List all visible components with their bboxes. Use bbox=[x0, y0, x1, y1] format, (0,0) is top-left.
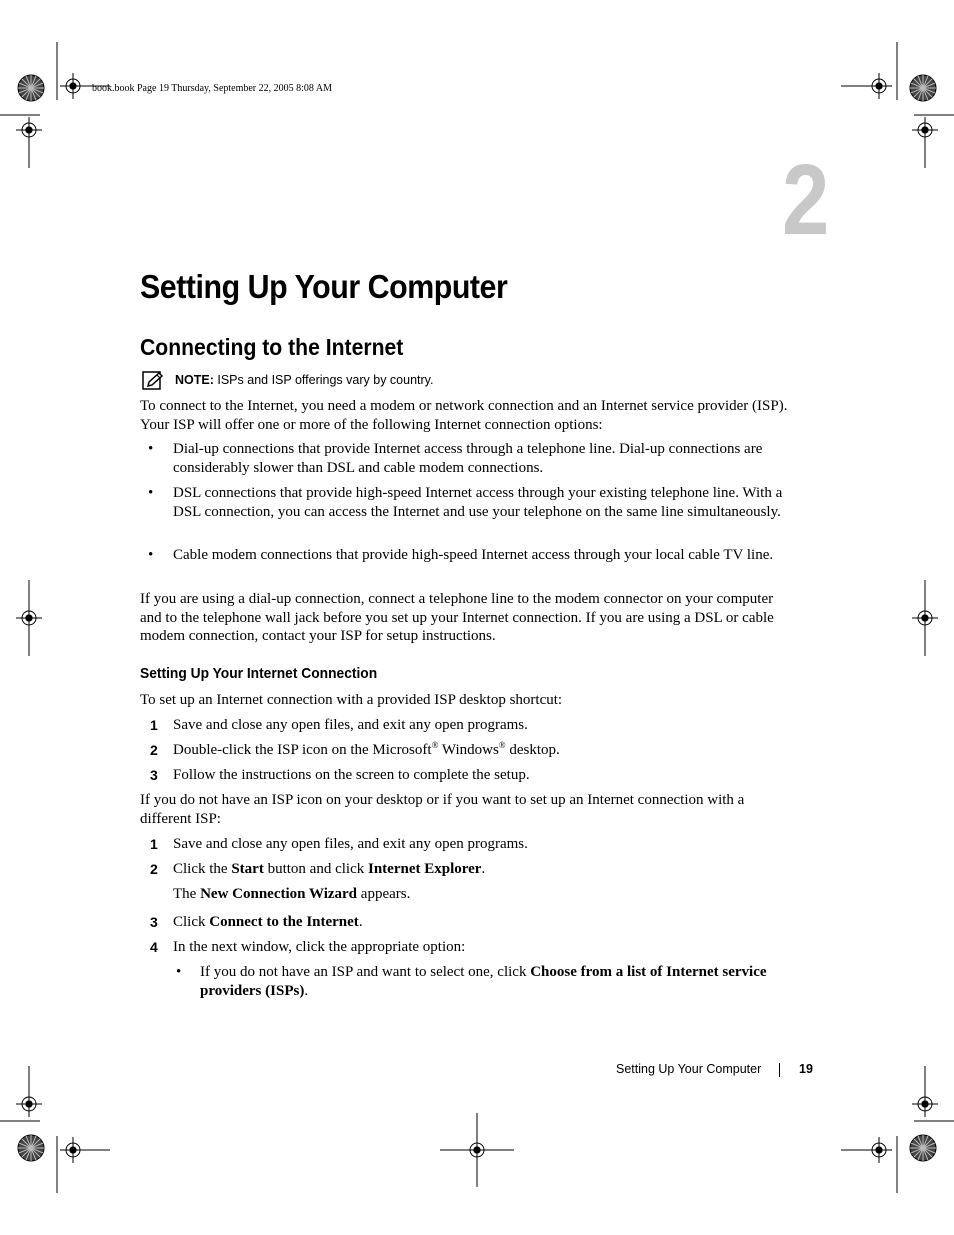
dialup-paragraph: If you are using a dial-up connection, connect a telephone line to the modem connector on your computer and to the telephone wall jack before you set up your Internet connection. If you are using a DSL or cable modem connection, contact your ISP for setup instructions. bbox=[140, 591, 774, 644]
option-text-part: If you do not have an ISP and want to select one, click bbox=[200, 964, 531, 980]
step-text bbox=[173, 741, 788, 760]
step-text: Follow the instructions on the screen to complete the setup. bbox=[173, 767, 530, 783]
note-label: NOTE: bbox=[175, 373, 214, 387]
bullet-symbol: • bbox=[148, 441, 154, 457]
step-text-part: . bbox=[358, 914, 363, 930]
footer-chapter-label: Setting Up Your Computer bbox=[616, 1062, 762, 1076]
ui-term-connect-to-internet: Connect to the Internet bbox=[209, 914, 359, 930]
step-text-part: . bbox=[481, 861, 486, 877]
step-number: 3 bbox=[150, 914, 158, 930]
file-header: book.book Page 19 Thursday, September 22, 2005 8:08 AM bbox=[92, 83, 332, 94]
step-text-part: The bbox=[173, 886, 201, 902]
chapter-number: 2 bbox=[782, 144, 830, 256]
bullet-symbol: • bbox=[148, 547, 154, 563]
step-number: 1 bbox=[150, 836, 158, 852]
step-text-part: Click the bbox=[173, 861, 232, 877]
registered-mark: ® bbox=[498, 740, 506, 750]
note-pencil-icon bbox=[142, 371, 164, 391]
step-text-part: button and click bbox=[263, 861, 368, 877]
bullet-cable: Cable modem connections that provide high-speed Internet access through your local cable TV line. bbox=[173, 547, 774, 563]
step-text bbox=[173, 860, 788, 879]
step-number: 3 bbox=[150, 767, 158, 783]
step-text bbox=[173, 913, 788, 932]
bullet-symbol: • bbox=[176, 964, 182, 980]
bullet-dialup: Dial-up connections that provide Internet access through a telephone line. Dial-up connections are considerably slower than DSL and cable modem connections. bbox=[173, 441, 763, 476]
ui-term-new-connection-wizard: New Connection Wizard bbox=[200, 886, 358, 902]
bullet-symbol: • bbox=[148, 485, 154, 501]
registered-mark: ® bbox=[431, 740, 439, 750]
section-title: Connecting to the Internet bbox=[140, 334, 404, 360]
step-text: Save and close any open files, and exit any open programs. bbox=[173, 717, 528, 733]
step-text-part: Click bbox=[173, 914, 210, 930]
option-text bbox=[200, 963, 790, 1000]
step-number: 1 bbox=[150, 717, 158, 733]
ui-term-choose-isp: Choose from a list of Internet service providers (ISPs) bbox=[200, 964, 767, 999]
step-number: 2 bbox=[150, 861, 158, 877]
step-text: In the next window, click the appropriate option: bbox=[173, 939, 466, 955]
step-text-part: Windows bbox=[438, 742, 499, 758]
chapter-title: Setting Up Your Computer bbox=[140, 268, 508, 305]
step-number: 4 bbox=[150, 939, 158, 955]
note bbox=[175, 373, 433, 387]
option-text-part: . bbox=[304, 982, 309, 999]
note-text: ISPs and ISP offerings vary by country. bbox=[217, 373, 434, 387]
intro-paragraph: To connect to the Internet, you need a modem or network connection and an Internet service provider (ISP). Your ISP will offer one or more of the following Internet connection options: bbox=[140, 398, 788, 433]
subsection-intro-1: To set up an Internet connection with a provided ISP desktop shortcut: bbox=[140, 692, 563, 708]
step-text-part: desktop. bbox=[505, 742, 560, 758]
step-text: Save and close any open files, and exit any open programs. bbox=[173, 836, 528, 852]
step-text-part: appears. bbox=[357, 886, 411, 902]
subsection-intro-2: If you do not have an ISP icon on your desktop or if you want to set up an Internet connection with a different ISP: bbox=[140, 792, 745, 827]
step-text-part: Double-click the ISP icon on the Microsoft bbox=[173, 742, 432, 758]
ui-term-internet-explorer: Internet Explorer bbox=[367, 861, 482, 877]
bullet-dsl: DSL connections that provide high-speed Internet access through your existing telephone line. With a DSL connection, you can access the Internet and use your telephone on the same line simultaneously. bbox=[173, 485, 783, 520]
step-number: 2 bbox=[150, 742, 158, 758]
ui-term-start: Start bbox=[231, 861, 264, 877]
step-result bbox=[173, 885, 410, 904]
subsection-title: Setting Up Your Internet Connection bbox=[140, 665, 378, 682]
page-number: 19 bbox=[799, 1062, 813, 1076]
footer-separator bbox=[779, 1063, 780, 1077]
